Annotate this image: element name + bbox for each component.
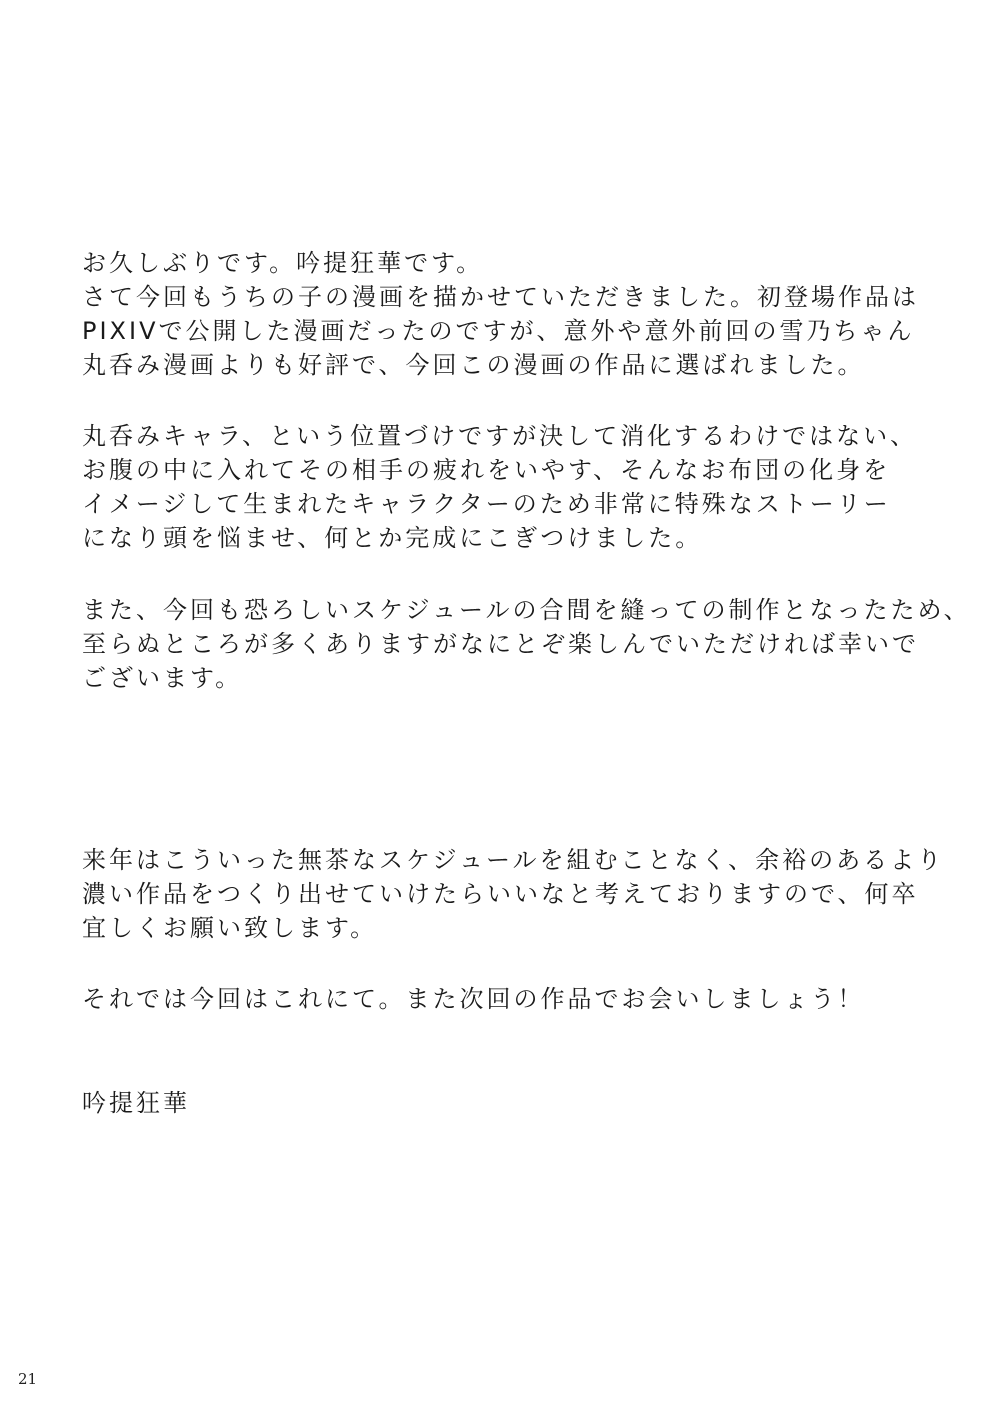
text-line: イメージして生まれたキャラクターのため非常に特殊なストーリー: [82, 490, 891, 518]
signature-text: 吟提狂華: [82, 1089, 190, 1117]
paragraph-next-year: [82, 843, 962, 945]
text-line: また、今回も恐ろしいスケジュールの合間を縫っての制作となったため、: [82, 596, 971, 624]
text-line: になり頭を悩ませ、何とか完成にこぎつけました。: [82, 524, 703, 552]
text-line: PIXIVで公開した漫画だったのですが、意外や意外前回の雪乃ちゃん: [82, 317, 915, 345]
text-line: お腹の中に入れてその相手の疲れをいやす、そんなお布団の化身を: [82, 456, 891, 484]
paragraph-greeting: [82, 246, 962, 382]
paragraph-schedule: [82, 593, 971, 695]
text-line: 来年はこういった無茶なスケジュールを組むことなく、余裕のあるより: [82, 846, 945, 874]
text-line: お久しぶりです。吟提狂華です。: [82, 249, 484, 277]
signature: [82, 1086, 962, 1120]
page-number: 21: [18, 1370, 38, 1388]
text-line: 丸呑みキャラ、という位置づけですが決して消化するわけではない、: [82, 422, 918, 450]
text-line: 至らぬところが多くありますがなにとぞ楽しんでいただければ幸いで: [82, 630, 919, 658]
text-line: それでは今回はこれにて。また次回の作品でお会いしましょう！: [82, 985, 865, 1013]
text-line: さて今回もうちの子の漫画を描かせていただきました。初登場作品は: [82, 283, 919, 311]
text-line: 宜しくお願い致します。: [82, 914, 378, 942]
paragraph-character: [82, 419, 962, 555]
text-line: ございます。: [82, 664, 243, 692]
text-line: 濃い作品をつくり出せていけたらいいなと考えておりますので、何卒: [82, 880, 919, 908]
paragraph-closing: [82, 982, 962, 1016]
text-line: 丸呑み漫画よりも好評で、今回この漫画の作品に選ばれました。: [82, 351, 865, 379]
